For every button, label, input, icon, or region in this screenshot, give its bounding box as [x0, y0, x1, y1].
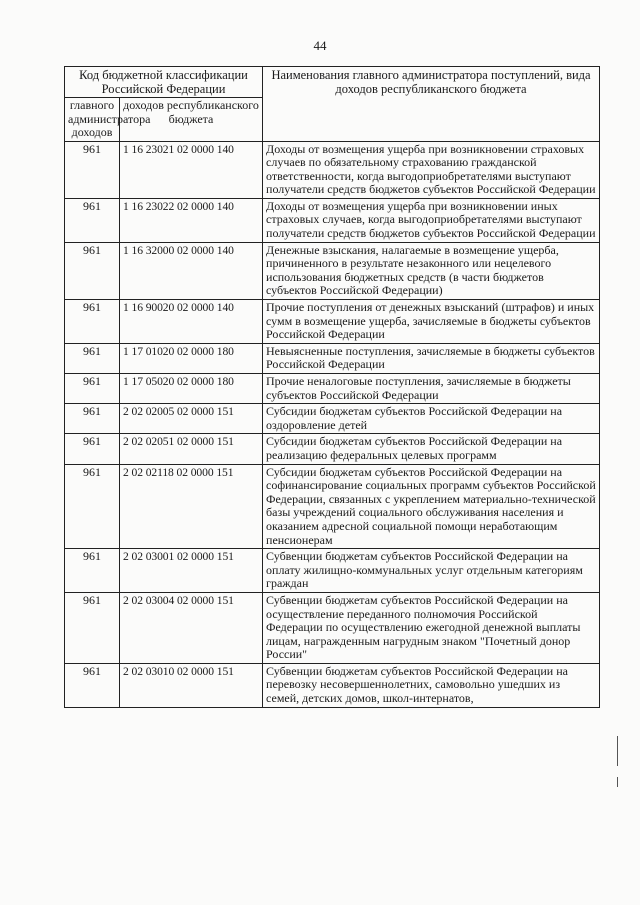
- cell-code: 2 02 03004 02 0000 151: [120, 592, 263, 663]
- cell-name: Субсидии бюджетам субъектов Российской Федерации на софинансирование социальных программ субъектов Российской Федерации, связанных с укреплением материально-технической базы учреждений социального обслуживания населения и оказанием адресной социальной помощи неработающим пенсионерам: [263, 464, 600, 549]
- table-row: [65, 343, 600, 373]
- revenue-classification-table: [64, 66, 600, 708]
- cell-code: 1 17 01020 02 0000 180: [120, 343, 263, 373]
- cell-admin: 961: [65, 300, 120, 344]
- table-row: [65, 198, 600, 242]
- cell-admin: 961: [65, 549, 120, 593]
- cell-admin: 961: [65, 592, 120, 663]
- table-row: [65, 592, 600, 663]
- cell-code: 1 16 90020 02 0000 140: [120, 300, 263, 344]
- table-row: [65, 374, 600, 404]
- table-row: [65, 242, 600, 299]
- cell-code: 2 02 02051 02 0000 151: [120, 434, 263, 464]
- cell-code: 2 02 03001 02 0000 151: [120, 549, 263, 593]
- cell-name: Доходы от возмещения ущерба при возникновении иных страховых случаев, когда выгодоприобретателями выступают получатели средств бюджетов субъектов Российской Федерации: [263, 198, 600, 242]
- cell-name: Субвенции бюджетам субъектов Российской Федерации на оплату жилищно-коммунальных услуг отдельным категориям граждан: [263, 549, 600, 593]
- cell-admin: 961: [65, 663, 120, 707]
- cell-name: Субсидии бюджетам субъектов Российской Федерации на реализацию федеральных целевых программ: [263, 434, 600, 464]
- table-row: [65, 141, 600, 198]
- cell-admin: 961: [65, 141, 120, 198]
- cell-code: 2 02 02118 02 0000 151: [120, 464, 263, 549]
- cell-admin: 961: [65, 343, 120, 373]
- cell-code: 2 02 02005 02 0000 151: [120, 404, 263, 434]
- cell-name: Доходы от возмещения ущерба при возникновении страховых случаев по обязательному страхованию гражданской ответственности, когда выгодоприобретателями выступают получатели средств бюджетов субъектов Российской Федерации: [263, 141, 600, 198]
- cell-admin: 961: [65, 198, 120, 242]
- cell-name: Субсидии бюджетам субъектов Российской Федерации на оздоровление детей: [263, 404, 600, 434]
- table-header-row: [65, 67, 600, 98]
- scan-margin-mark: [617, 736, 618, 766]
- cell-admin: 961: [65, 434, 120, 464]
- cell-code: 1 16 23022 02 0000 140: [120, 198, 263, 242]
- header-revenue-code: доходов республиканского бюджета: [120, 98, 263, 142]
- cell-admin: 961: [65, 374, 120, 404]
- cell-name: Прочие поступления от денежных взысканий (штрафов) и иных сумм в возмещение ущерба, зачисляемые в бюджеты субъектов Российской Федерации: [263, 300, 600, 344]
- table-row: [65, 404, 600, 434]
- table-row: [65, 464, 600, 549]
- cell-admin: 961: [65, 242, 120, 299]
- cell-code: 2 02 03010 02 0000 151: [120, 663, 263, 707]
- cell-code: 1 16 32000 02 0000 140: [120, 242, 263, 299]
- page-number: 44: [313, 38, 327, 53]
- cell-code: 1 16 23021 02 0000 140: [120, 141, 263, 198]
- cell-name: Субвенции бюджетам субъектов Российской Федерации на осуществление переданного полномочия Российской Федерации по осуществлению ежегодной денежной выплаты лицам, награжденным нагрудным знаком "Почетный донор России": [263, 592, 600, 663]
- cell-code: 1 17 05020 02 0000 180: [120, 374, 263, 404]
- table-row: [65, 549, 600, 593]
- header-administrator-name: Наименования главного администратора поступлений, вида доходов республиканского бюджета: [263, 67, 600, 142]
- cell-admin: 961: [65, 464, 120, 549]
- cell-name: Прочие неналоговые поступления, зачисляемые в бюджеты субъектов Российской Федерации: [263, 374, 600, 404]
- cell-name: Субвенции бюджетам субъектов Российской Федерации на перевозку несовершеннолетних, самовольно ушедших из семей, детских домов, школ-интернатов,: [263, 663, 600, 707]
- cell-name: Денежные взыскания, налагаемые в возмещение ущерба, причиненного в результате незаконного или нецелевого использования бюджетных средств (в части бюджетов субъектов Российской Федерации): [263, 242, 600, 299]
- cell-admin: 961: [65, 404, 120, 434]
- table-row: [65, 663, 600, 707]
- header-main-administrator: главного администратора доходов: [65, 98, 120, 142]
- cell-name: Невыясненные поступления, зачисляемые в бюджеты субъектов Российской Федерации: [263, 343, 600, 373]
- table-row: [65, 434, 600, 464]
- scan-margin-mark: [617, 777, 618, 787]
- header-budget-classification-code: Код бюджетной классификации Российской Федерации: [65, 67, 263, 98]
- table-row: [65, 300, 600, 344]
